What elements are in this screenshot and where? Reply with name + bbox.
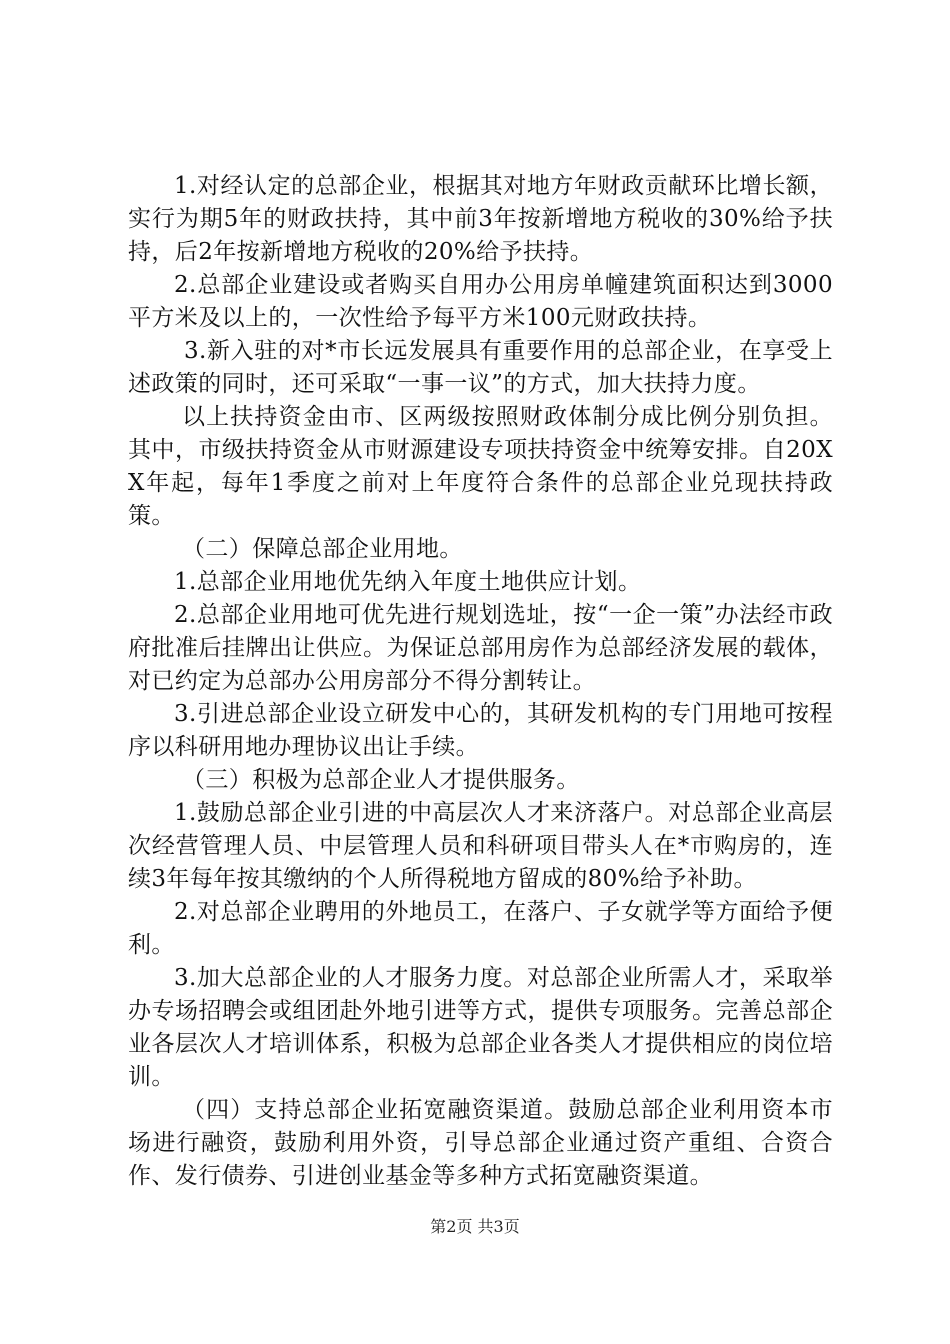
page-number-footer: 第2页 共3页 <box>430 1217 520 1236</box>
paragraph-fiscal-support-3: 3.新入驻的对*市长远发展具有重要作用的总部企业，在享受上述政策的同时，还可采取“一事一议”的方式，加大扶持力度。 <box>128 338 833 397</box>
section-heading-land: （二）保障总部企业用地。 <box>182 536 463 562</box>
document-body <box>128 170 833 1193</box>
paragraph-land-1: 1.总部企业用地优先纳入年度土地供应计划。 <box>174 569 642 595</box>
paragraph-fiscal-support-1: 1.对经认定的总部企业，根据其对地方年财政贡献环比增长额，实行为期5年的财政扶持，其中前3年按新增地方税收的30%给予扶持，后2年按新增地方税收的20%给予扶持。 <box>128 173 833 265</box>
paragraph-talent-2: 2.对总部企业聘用的外地员工，在落户、子女就学等方面给予便利。 <box>128 899 833 958</box>
paragraph-fiscal-support-2: 2.总部企业建设或者购买自用办公用房单幢建筑面积达到3000平方米及以上的，一次性给予每平方米100元财政扶持。 <box>128 272 833 331</box>
section-heading-talent: （三）积极为总部企业人才提供服务。 <box>182 767 580 793</box>
paragraph-land-3: 3.引进总部企业设立研发中心的，其研发机构的专门用地可按程序以科研用地办理协议出让手续。 <box>128 701 833 760</box>
paragraph-land-2: 2.总部企业用地可优先进行规划选址，按“一企一策”办法经市政府批准后挂牌出让供应。为保证总部用房作为总部经济发展的载体，对已约定为总部办公用房部分不得分割转让。 <box>128 602 833 694</box>
paragraph-funding-source: 以上扶持资金由市、区两级按照财政体制分成比例分别负担。其中，市级扶持资金从市财源建设专项扶持资金中统筹安排。自20XX年起，每年1季度之前对上年度符合条件的总部企业兑现扶持政策。 <box>128 404 833 529</box>
paragraph-talent-3: 3.加大总部企业的人才服务力度。对总部企业所需人才，采取举办专场招聘会或组团赴外地引进等方式，提供专项服务。完善总部企业各层次人才培训体系，积极为总部企业各类人才提供相应的岗位培训。 <box>128 965 833 1090</box>
paragraph-talent-1: 1.鼓励总部企业引进的中高层次人才来济落户。对总部企业高层次经营管理人员、中层管理人员和科研项目带头人在*市购房的，连续3年每年按其缴纳的个人所得税地方留成的80%给予补助。 <box>128 800 833 892</box>
paragraph-financing: （四）支持总部企业拓宽融资渠道。鼓励总部企业利用资本市场进行融资，鼓励利用外资，引导总部企业通过资产重组、合资合作、发行债券、引进创业基金等多种方式拓宽融资渠道。 <box>128 1097 833 1189</box>
